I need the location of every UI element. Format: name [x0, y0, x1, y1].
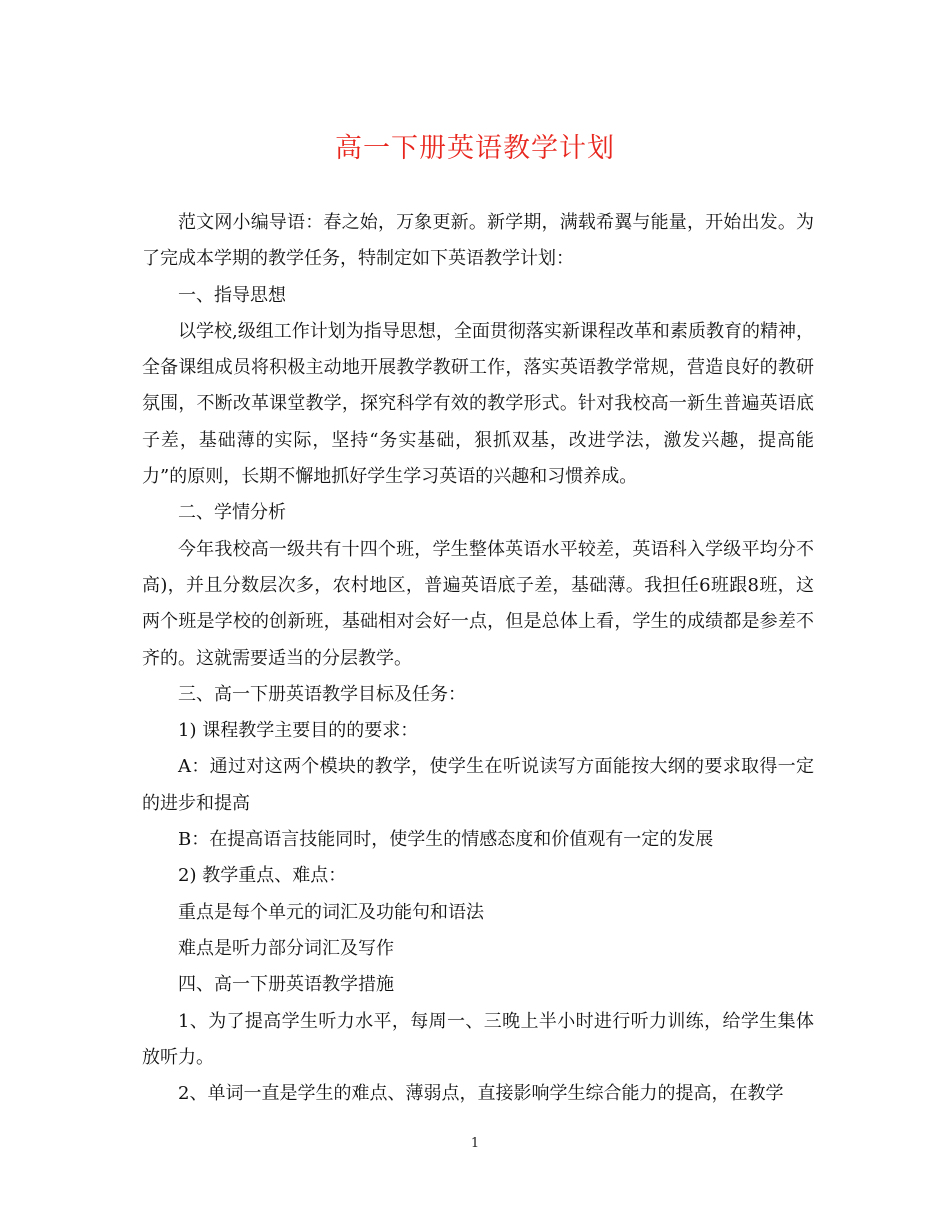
document-title: 高一下册英语教学计划 — [335, 133, 615, 164]
goals-item-2: 2) 教学重点、难点： — [178, 865, 347, 887]
page-number: 1 — [470, 1136, 480, 1151]
intro-paragraph: 范文网小编导语：春之始，万象更新。新学期，满载希翼与能量，开始出发。为了完成本学期的教学任务，特制定如下英语教学计划： — [142, 212, 814, 270]
measure-item-1: 1、为了提高学生听力水平，每周一、三晚上半小时进行听力训练，给学生集体放听力。 — [142, 1010, 814, 1068]
section-heading-measures: 四、高一下册英语教学措施 — [178, 974, 394, 996]
section-heading-guiding-thought: 一、指导思想 — [178, 284, 286, 306]
goals-item-1: 1) 课程教学主要目的的要求： — [178, 720, 419, 742]
guiding-thought-paragraph: 以学校,级组工作计划为指导思想，全面贯彻落实新课程改革和素质教育的精神，全备课组成员将积极主动地开展教学教研工作，落实英语教学常规，营造良好的教研氛围，不断改革课堂教学，探究科学有效的教学形式。针对我校高一新生普遍英语底子差，基础薄的实际，坚持“务实基础，狠抓双基，改进学法，激发兴趣，提高能力”的原则，长期不懈地抓好学生学习英语的兴趣和习惯养成。 — [142, 320, 814, 488]
section-heading-goals: 三、高一下册英语教学目标及任务： — [178, 683, 466, 705]
difficult-points-paragraph: 难点是听力部分词汇及写作 — [178, 937, 394, 959]
goals-item-a: A：通过对这两个模块的教学，使学生在听说读写方面能按大纲的要求取得一定的进步和提高 — [142, 756, 814, 814]
measure-item-2: 2、单词一直是学生的难点、薄弱点，直接影响学生综合能力的提高，在教学 — [178, 1083, 784, 1105]
key-points-paragraph: 重点是每个单元的词汇及功能句和语法 — [178, 901, 484, 923]
document-body — [142, 205, 814, 1112]
section-heading-student-analysis: 二、学情分析 — [178, 502, 286, 524]
goals-item-b: B：在提高语言技能同时，使学生的情感态度和价值观有一定的发展 — [178, 829, 714, 851]
student-analysis-paragraph: 今年我校高一级共有十四个班，学生整体英语水平较差，英语科入学级平均分不高)，并且分数层次多，农村地区，普遍英语底子差，基础薄。我担任6班跟8班，这两个班是学校的创新班，基础相对会好一点，但是总体上看，学生的成绩都是参差不齐的。这就需要适当的分层教学。 — [142, 538, 814, 669]
